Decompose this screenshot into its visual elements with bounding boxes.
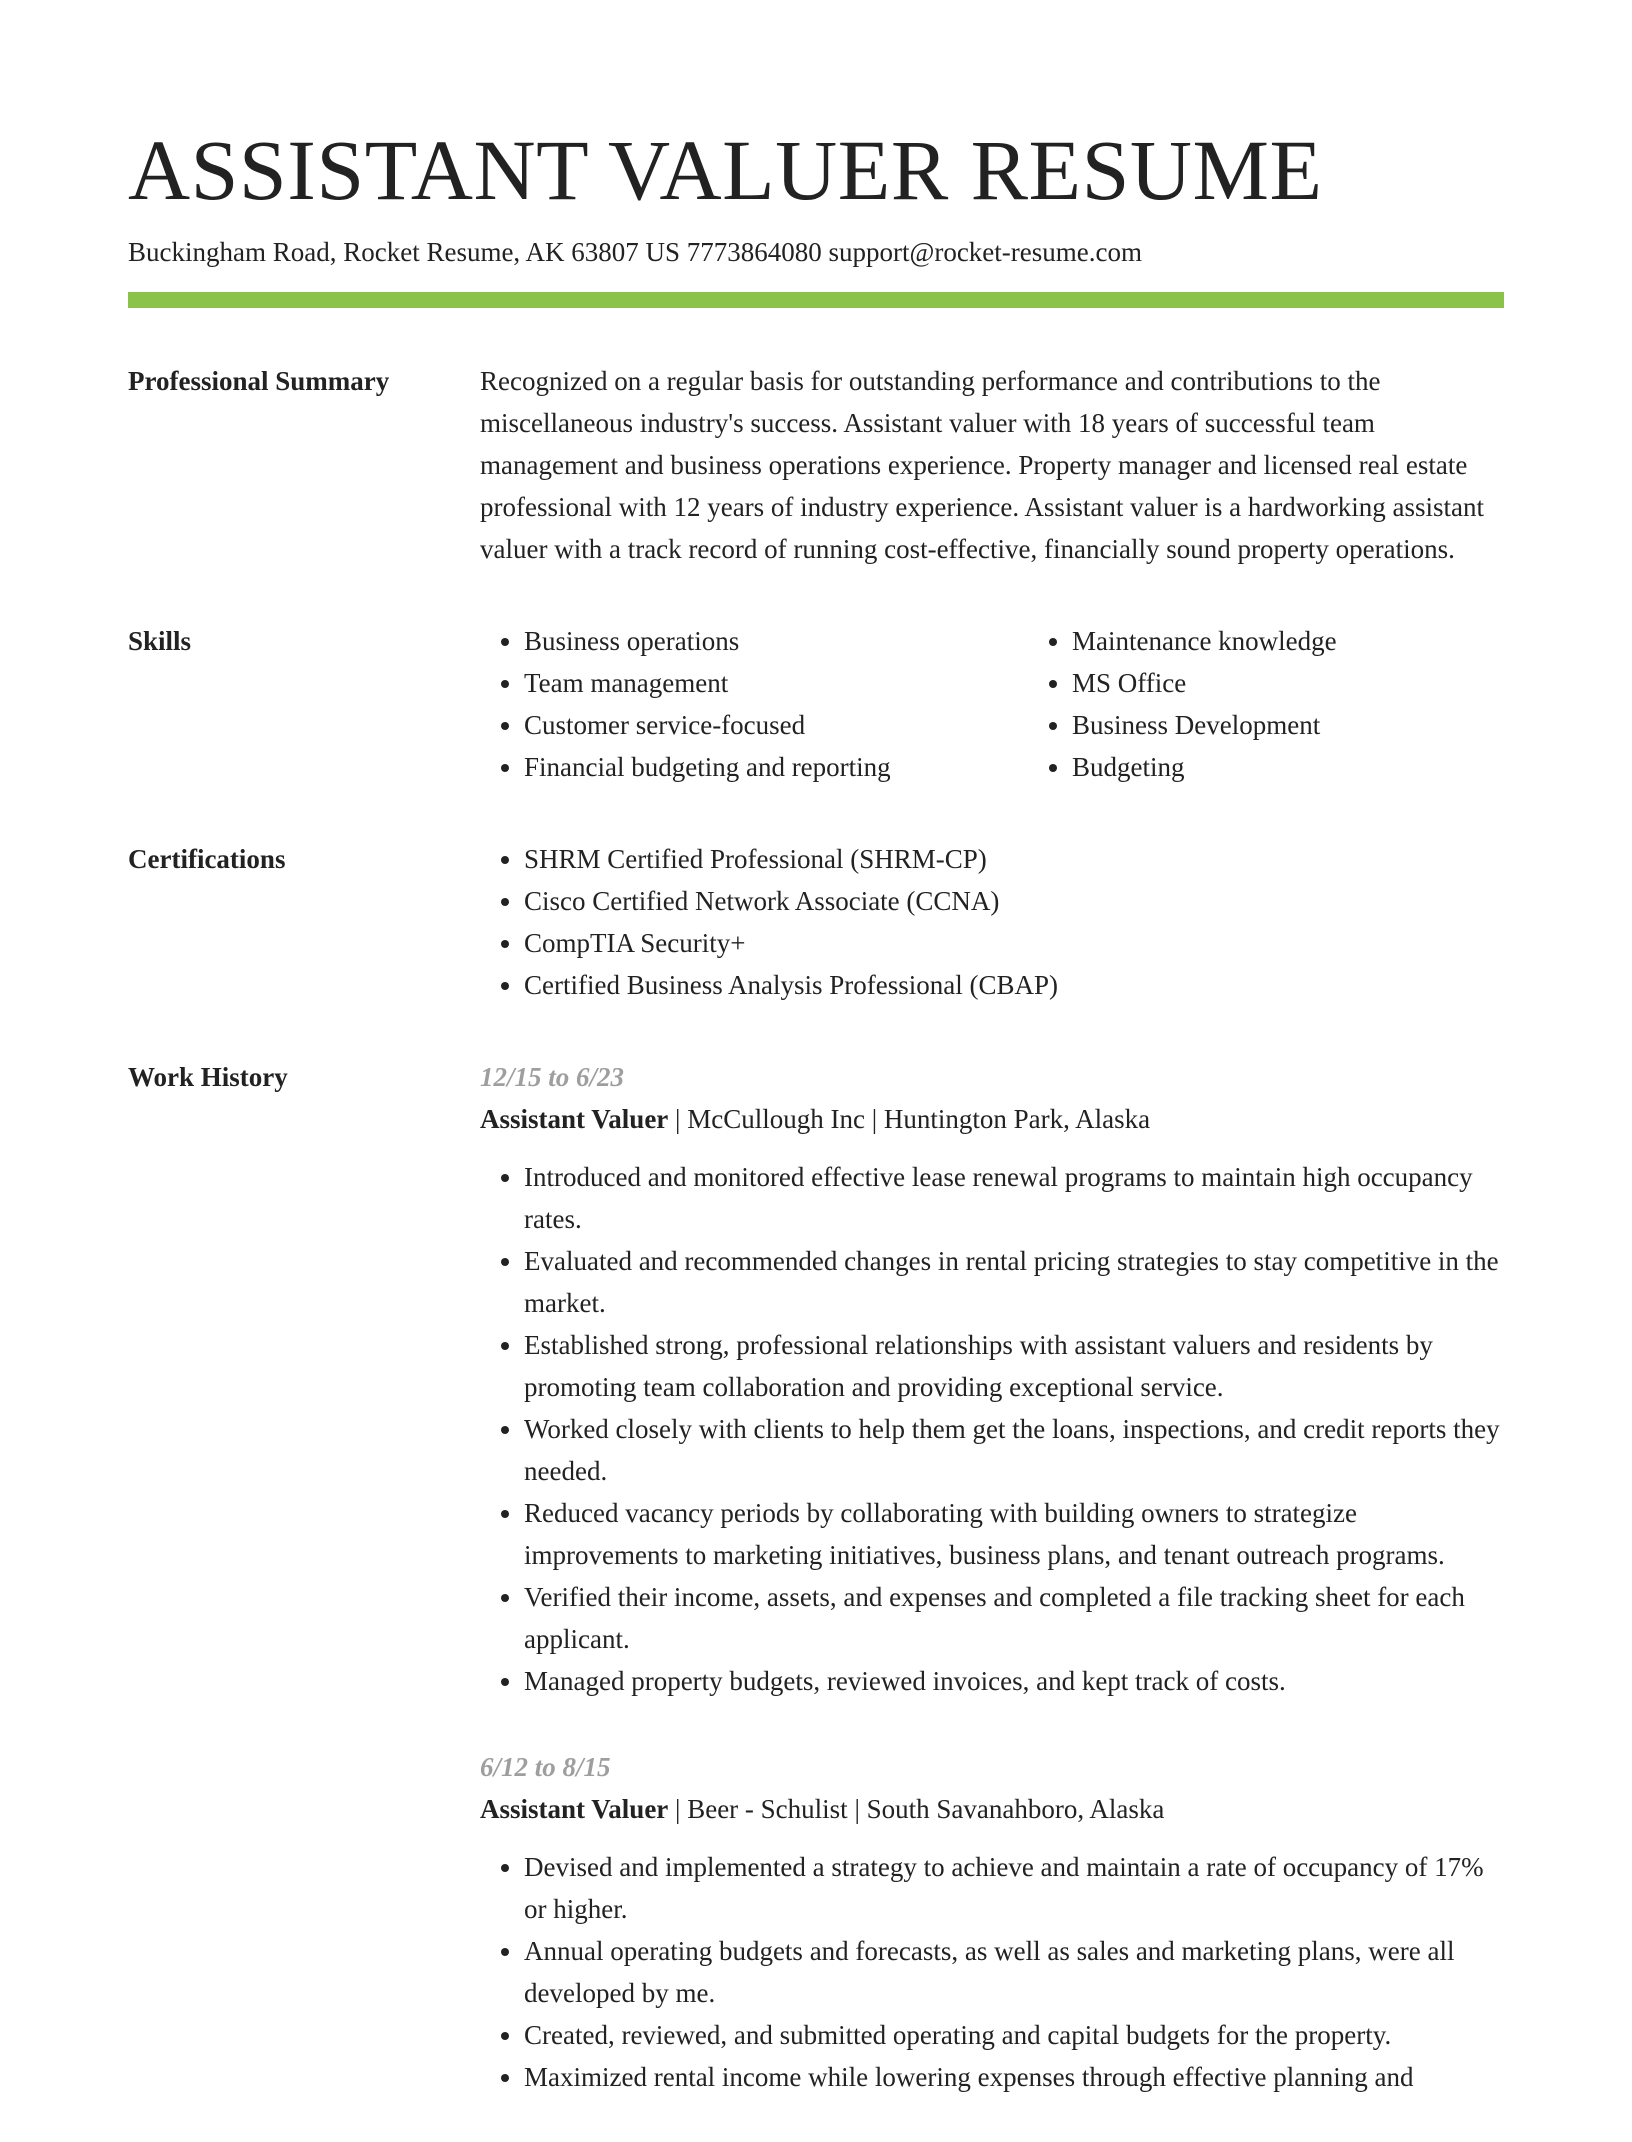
- skills-list-right: [1028, 620, 1576, 788]
- job-entry: [480, 1746, 1504, 2098]
- job-dates: 6/12 to 8/15: [480, 1752, 611, 1782]
- job-separator: |: [864, 1104, 884, 1134]
- certification-item: • SHRM Certified Professional (SHRM-CP): [524, 838, 1504, 880]
- work-history-section: [128, 1056, 1504, 2142]
- job-entry: [480, 1056, 1504, 1702]
- skill-item: • MS Office: [1072, 662, 1576, 704]
- work-history-label: Work History: [128, 1062, 288, 1092]
- skill-item: • Maintenance knowledge: [1072, 620, 1576, 662]
- resume-page: [128, 120, 1504, 2142]
- job-bullet: • Created, reviewed, and submitted operating and capital budgets for the property.: [524, 2014, 1504, 2056]
- certifications-label: Certifications: [128, 844, 286, 874]
- job-location: South Savanahboro, Alaska: [866, 1794, 1165, 1824]
- header-divider: [128, 292, 1504, 308]
- skill-item: • Business Development: [1072, 704, 1576, 746]
- skill-item: • Customer service-focused: [524, 704, 1028, 746]
- job-dates: 12/15 to 6/23: [480, 1062, 625, 1092]
- job-location: Huntington Park, Alaska: [883, 1104, 1151, 1134]
- job-heading: [480, 1098, 1504, 1140]
- certification-item: • Certified Business Analysis Professional (CBAP): [524, 964, 1504, 1006]
- job-separator: |: [668, 1794, 688, 1824]
- job-heading: [480, 1788, 1504, 1830]
- job-bullet: • Managed property budgets, reviewed invoices, and kept track of costs.: [524, 1660, 1504, 1702]
- job-bullet: • Maximized rental income while lowering expenses through effective planning and: [524, 2056, 1504, 2098]
- job-bullet: • Worked closely with clients to help them get the loans, inspections, and credit reports they needed.: [524, 1408, 1504, 1492]
- job-bullet: • Introduced and monitored effective lease renewal programs to maintain high occupancy rates.: [524, 1156, 1504, 1240]
- resume-title: ASSISTANT VALUER RESUME: [128, 122, 1323, 218]
- certifications-list: [480, 838, 1504, 1006]
- job-bullet: • Reduced vacancy periods by collaborating with building owners to strategize improvements to marketing initiatives, business plans, and tenant outreach programs.: [524, 1492, 1504, 1576]
- summary-text: Recognized on a regular basis for outstanding performance and contributions to the miscellaneous industry's success. Assistant valuer with 18 years of successful team management and business operations experience. Property manager and licensed real estate professional with 12 years of industry experience. Assistant valuer is a hardworking assistant valuer with a track record of running cost-effective, financially sound property operations.: [480, 366, 1485, 564]
- job-bullet: • Verified their income, assets, and expenses and completed a file tracking sheet for each applicant.: [524, 1576, 1504, 1660]
- certification-item: • CompTIA Security+: [524, 922, 1504, 964]
- job-bullet: • Evaluated and recommended changes in rental pricing strategies to stay competitive in the market.: [524, 1240, 1504, 1324]
- job-bullets: [480, 1846, 1504, 2098]
- summary-section: [128, 360, 1504, 570]
- job-title: Assistant Valuer: [480, 1794, 669, 1824]
- skill-item: • Financial budgeting and reporting: [524, 746, 1028, 788]
- job-bullet: • Annual operating budgets and forecasts, as well as sales and marketing plans, were all developed by me.: [524, 1930, 1504, 2014]
- job-company: McCullough Inc: [687, 1104, 865, 1134]
- skill-item: • Budgeting: [1072, 746, 1576, 788]
- summary-label: Professional Summary: [128, 366, 390, 396]
- contact-line: Buckingham Road, Rocket Resume, AK 63807 US 7773864080 support@rocket-resume.com: [128, 237, 1142, 267]
- job-title: Assistant Valuer: [480, 1104, 669, 1134]
- job-separator: |: [668, 1104, 688, 1134]
- job-bullet: • Established strong, professional relationships with assistant valuers and residents by promoting team collaboration and providing exceptional service.: [524, 1324, 1504, 1408]
- skill-item: • Team management: [524, 662, 1028, 704]
- job-company: Beer - Schulist: [687, 1794, 848, 1824]
- skills-label: Skills: [128, 626, 192, 656]
- job-bullets: [480, 1156, 1504, 1702]
- certification-item: • Cisco Certified Network Associate (CCNA): [524, 880, 1504, 922]
- skill-item: • Business operations: [524, 620, 1028, 662]
- certifications-section: [128, 838, 1504, 1006]
- skills-section: [128, 620, 1504, 788]
- job-separator: |: [847, 1794, 867, 1824]
- skills-list-left: [480, 620, 1028, 788]
- job-bullet: • Devised and implemented a strategy to achieve and maintain a rate of occupancy of 17% or higher.: [524, 1846, 1504, 1930]
